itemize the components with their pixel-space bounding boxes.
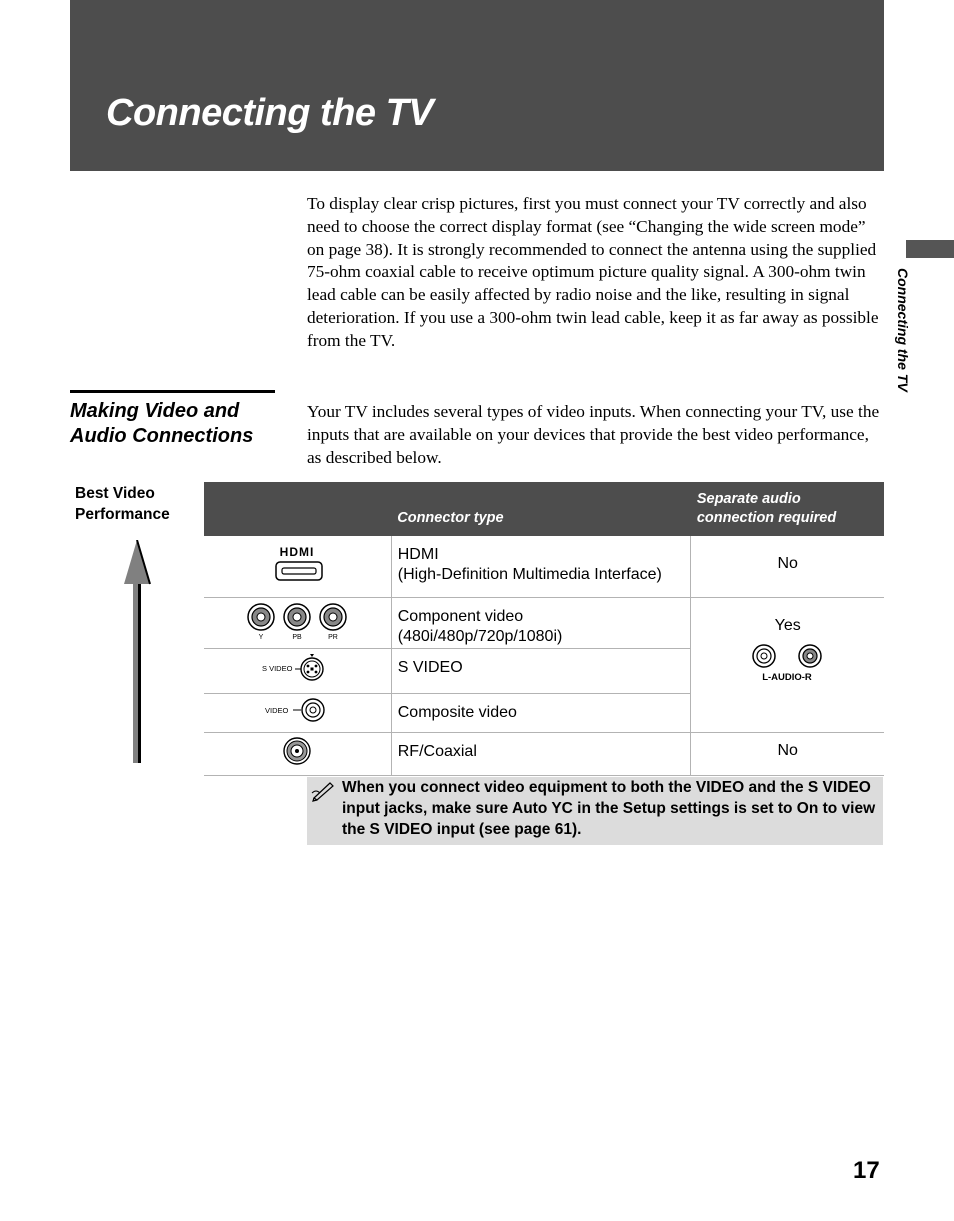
hdmi-audio-value: No [777, 555, 798, 572]
performance-arrow-icon [122, 540, 154, 765]
connector-table [204, 482, 884, 776]
section-title-line2: Audio Connections [70, 425, 254, 447]
coaxial-audio-value: No [777, 741, 798, 759]
coaxial-type: RF/Coaxial [397, 742, 477, 760]
table-header-row [204, 482, 884, 536]
composite-icon-label: VIDEO [265, 706, 289, 715]
s-video-icon-label: S VIDEO [262, 664, 293, 673]
header-connector-type: Connector type [391, 482, 691, 536]
connector-type-cell [391, 536, 691, 597]
component-audio-value: Yes [774, 616, 801, 634]
best-performance-label [75, 483, 195, 525]
audio-required-cell [691, 536, 884, 597]
coaxial-connector-icon [282, 736, 312, 766]
component-type-line1: Component video [397, 607, 524, 625]
component-type-line2: (480i/480p/720p/1080i) [397, 627, 563, 645]
hdmi-type-line2: (High-Definition Multimedia Interface) [397, 566, 662, 583]
header-audio-line1: Separate audio [696, 491, 801, 507]
side-tab-label [893, 268, 929, 428]
audio-required-cell [691, 597, 884, 732]
component-label-pb: PB [292, 634, 303, 641]
hdmi-logo-text: HDMI [280, 544, 315, 559]
best-label-line1: Best Video [75, 485, 155, 502]
pencil-note-icon [311, 780, 337, 802]
s-video-jack-icon [262, 652, 332, 684]
s-video-type: S VIDEO [397, 658, 463, 676]
note-text: When you connect video equipment to both the VIDEO and the S VIDEO input jacks, make sure Auto YC in the Setup settings is set to On to view the S VIDEO input (see page 61). [342, 779, 876, 838]
composite-type: Composite video [397, 703, 517, 721]
page-number: 17 [853, 1157, 880, 1184]
side-tab-marker [906, 240, 954, 258]
connector-type-cell [391, 648, 691, 693]
table-row [204, 732, 884, 775]
header-icon-cell [204, 482, 391, 536]
page-title: Connecting the TV [106, 92, 434, 134]
component-icon-cell [204, 597, 391, 648]
hdmi-port-icon [262, 544, 332, 584]
connector-type-cell [391, 693, 691, 732]
connector-type-cell [391, 732, 691, 775]
audio-jacks-label: L-AUDIO-R [761, 671, 812, 683]
intro-paragraph: To display clear crisp pictures, first you must connect your TV correctly and also need to choose the correct display format (see “Changing the wide screen mode” on page 38). It is strongly recommended to connect the antenna using the supplied 75-ohm coaxial cable to receive optimum picture quality signal. A 300-ohm twin lead cable can be easily affected by radio noise and the like, resulting in signal deterioration. If you use a 300-ohm twin lead cable, keep it as far away as possible from the TV. [307, 194, 879, 350]
connector-type-cell [391, 597, 691, 648]
table-row [204, 536, 884, 597]
component-jacks-icon [245, 599, 349, 641]
component-label-pr: PR [328, 634, 339, 641]
composite-icon-cell [204, 693, 391, 732]
coaxial-icon-cell [204, 732, 391, 775]
title-banner [70, 0, 884, 171]
section-title [70, 399, 290, 449]
note-box [307, 777, 883, 845]
audio-required-cell [691, 732, 884, 775]
table-row [204, 597, 884, 648]
composite-jack-icon [265, 696, 329, 724]
header-audio-line2: connection required [696, 510, 837, 526]
section-paragraph: Your TV includes several types of video inputs. When connecting your TV, use the inputs that are available on your devices that provide the best video performance, as described below. [307, 402, 880, 467]
best-label-line2: Performance [75, 506, 170, 523]
audio-lr-jacks-icon [748, 643, 828, 685]
component-label-y: Y [259, 634, 264, 641]
section-title-line1: Making Video and [70, 400, 240, 422]
hdmi-icon-cell [204, 536, 391, 597]
hdmi-type-line1: HDMI [397, 546, 439, 563]
side-tab-text: Connecting the TV [895, 268, 911, 392]
section-rule [70, 390, 275, 393]
s-video-icon-cell [204, 648, 391, 693]
header-audio-required [691, 482, 884, 536]
